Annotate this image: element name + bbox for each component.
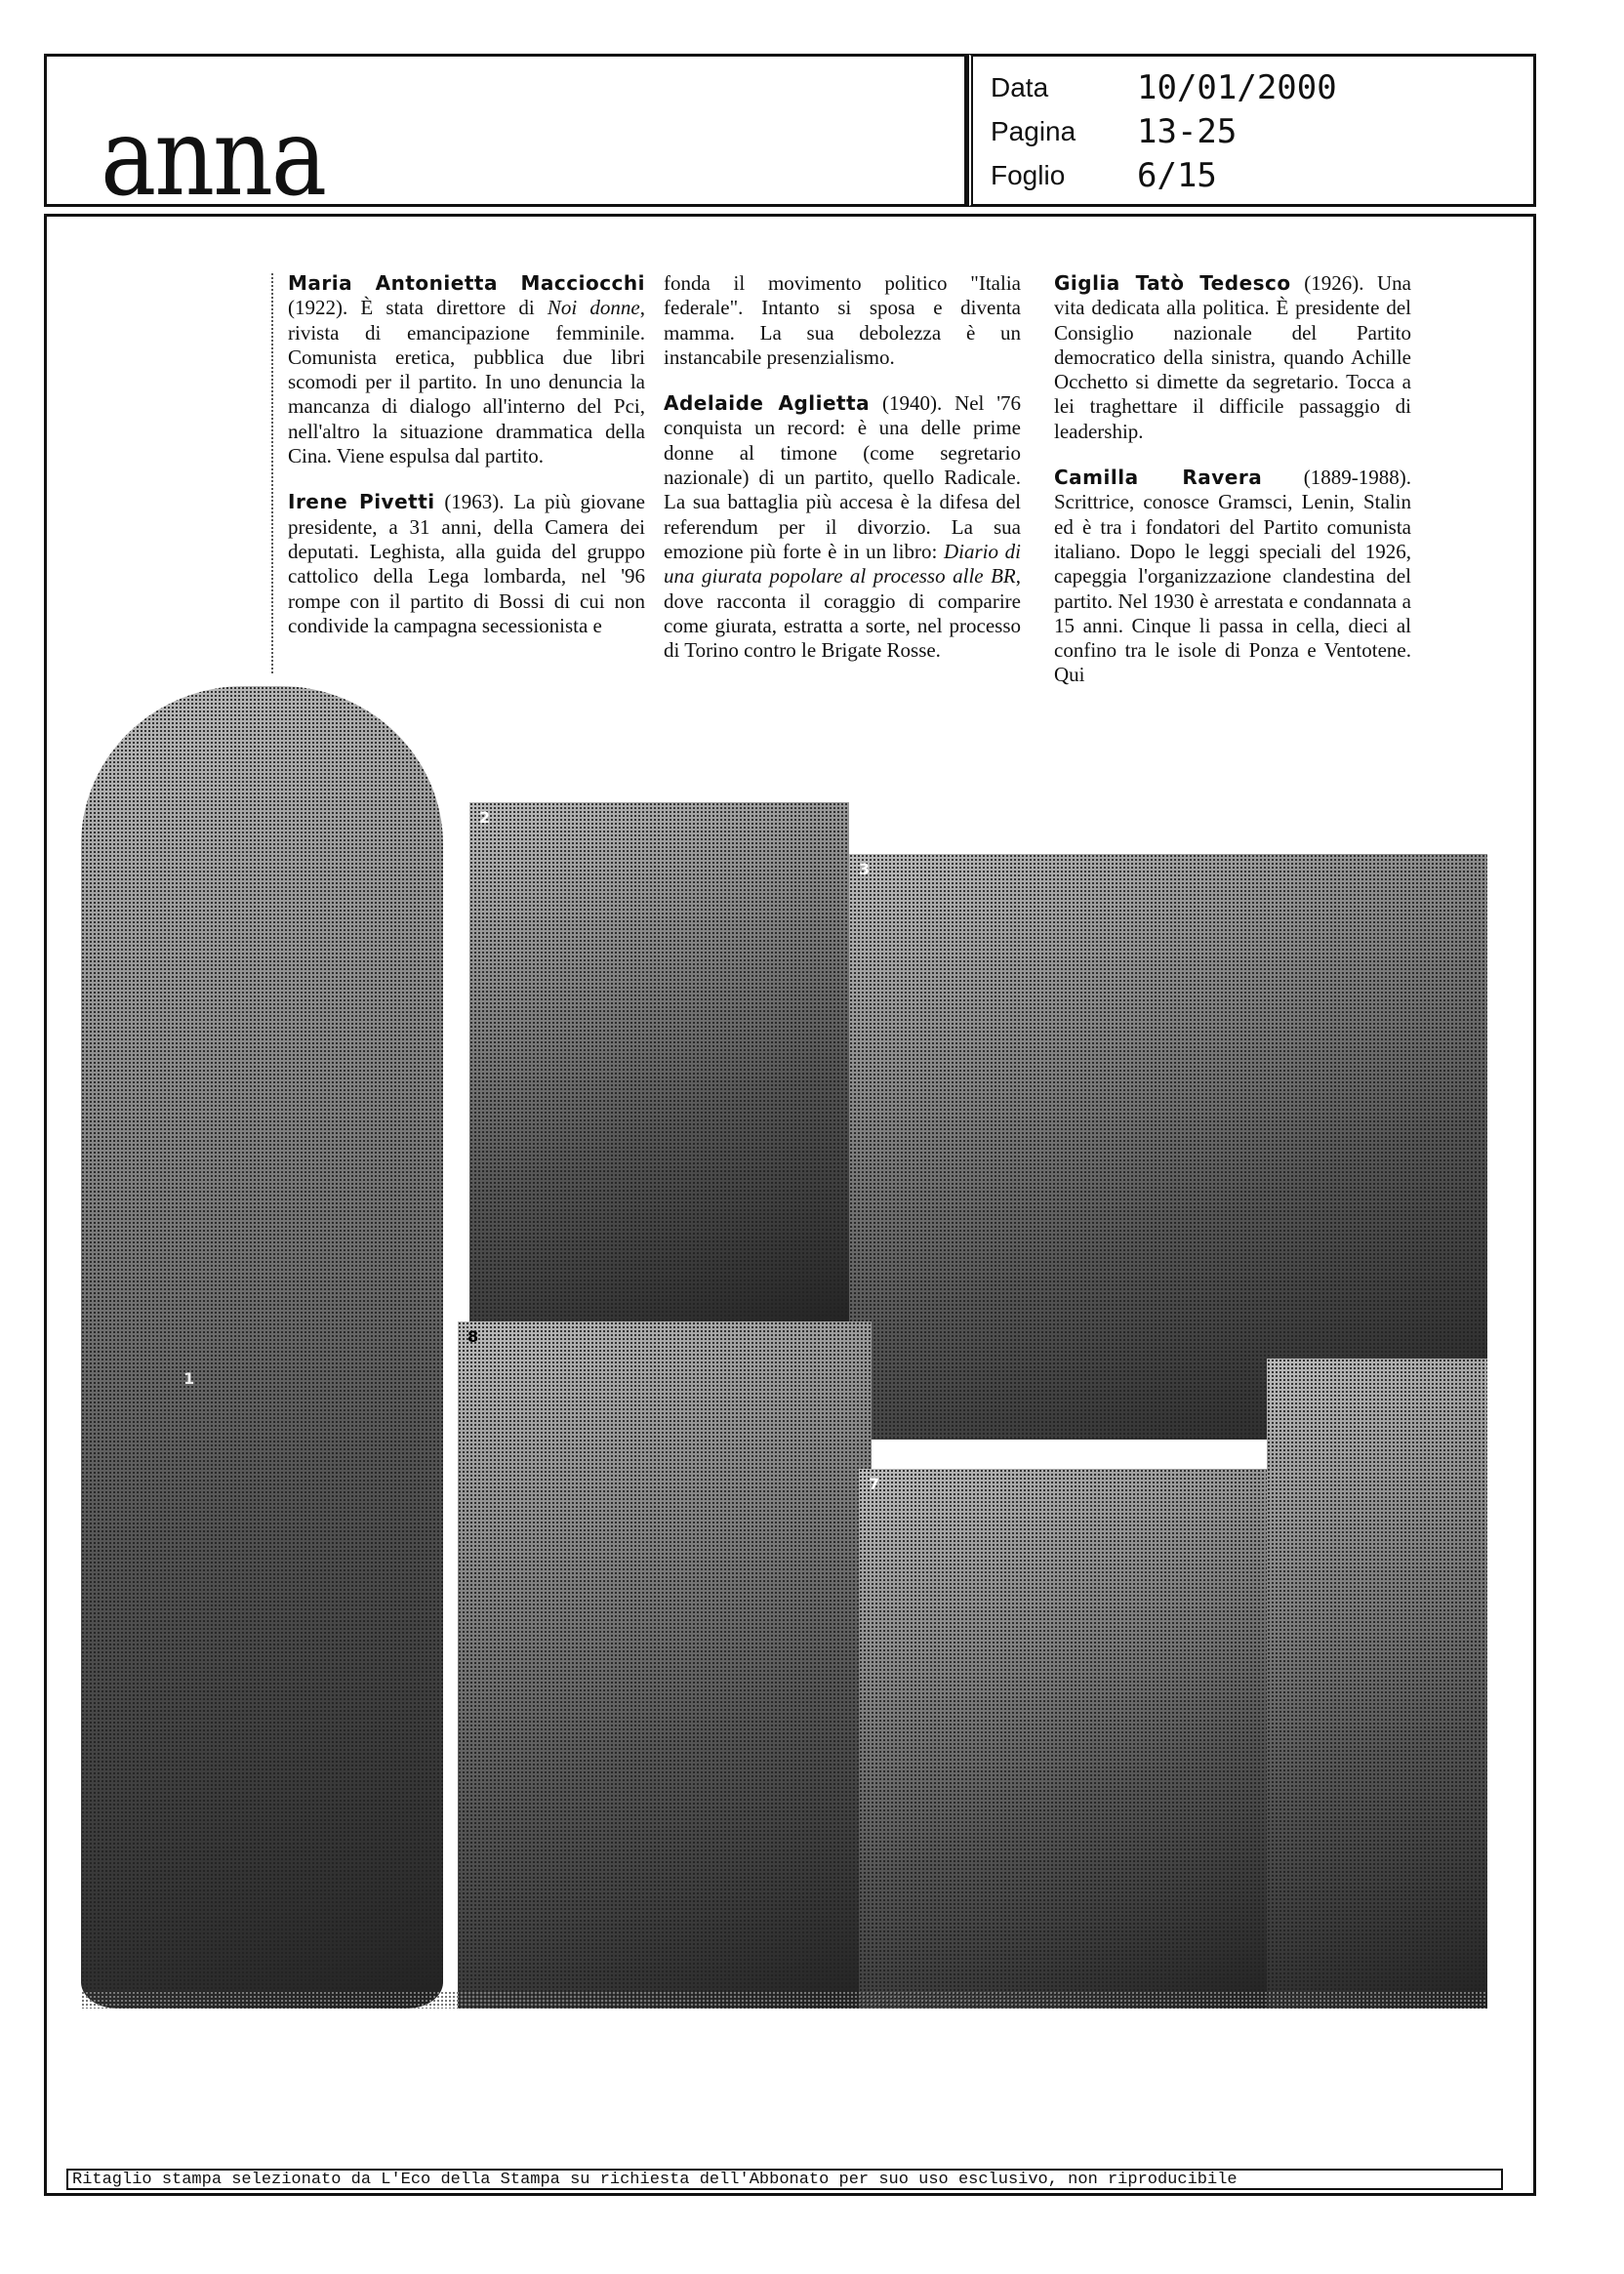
text-column-1 (288, 271, 645, 660)
text-column-3 (1054, 271, 1411, 710)
entry-name: Camilla Ravera (1054, 466, 1263, 490)
photo-number: 2 (479, 808, 491, 827)
meta-value: 10/01/2000 (1137, 68, 1337, 107)
entry-pivetti (288, 490, 645, 638)
masthead-logo: anna (101, 94, 326, 221)
entry-aglietta (664, 391, 1021, 663)
photo-2 (469, 802, 849, 1329)
clipping-meta-box (967, 54, 1536, 207)
photo-7 (859, 1469, 1267, 2009)
entry-years: (1940). (882, 391, 943, 416)
photo-3 (849, 854, 1487, 1440)
entry-text: Una vita dedicata alla politica. È presidente del Consiglio nazionale del Partito democratico della sinistra, quando Achille Occhetto si dimette da segretario. Tocca a lei traghettare il difficile passaggio di leadership. (1054, 271, 1411, 443)
meta-value: 13-25 (1137, 112, 1238, 151)
entry-text: Nel '76 conquista un record: è una delle prime donne al timone (come segretario nazionale) di un partito, quello Radicale. La sua battaglia più accesa è la difesa del referendum per il divorzio. La sua emozione più forte è in un libro: (664, 391, 1021, 563)
entry-years: (1963). (444, 490, 505, 514)
masthead-box (44, 54, 967, 221)
entry-text: La più giovane presidente, a 31 anni, della Camera dei deputati. Leghista, alla guida del gruppo cattolico della Lega lombarda, nel '96 rompe con il partito di Bossi di cui non condivide la campagna secessionista e (288, 490, 645, 637)
photo-6 (1267, 1359, 1487, 2009)
entry-italic: Diario di una giurata popolare al processo alle BR (664, 539, 1021, 589)
entry-name: Giglia Tatò Tedesco (1054, 271, 1291, 295)
photo-1-standing-woman (81, 686, 443, 2009)
clipping-footer: Ritaglio stampa selezionato da L'Eco della Stampa su richiesta dell'Abbonato per suo uso esclusivo, non riproducibile (66, 2169, 1503, 2190)
meta-value: 6/15 (1137, 156, 1217, 195)
meta-label: Data (991, 72, 1049, 102)
entry-name: Adelaide Aglietta (664, 391, 871, 416)
entry-pivetti-continued: fonda il movimento politico "Italia federale". Intanto si sposa e diventa mamma. La sua debolezza è un instancabile presenzialismo. (664, 271, 1021, 369)
entry-years: (1922). (288, 296, 348, 320)
entry-name: Irene Pivetti (288, 490, 435, 514)
meta-label: Foglio (991, 160, 1066, 190)
photo-number: 3 (859, 860, 871, 878)
entry-macciocchi (288, 271, 645, 468)
entry-ravera (1054, 466, 1411, 688)
entry-text: Scrittrice, conosce Gramsci, Lenin, Stalin ed è tra i fondatori del Partito comunista italiano. Dopo le leggi speciali del 1926, capeggia l'organizzazione clandestina del partito. Nel 1930 è arrestata e condannata a 15 anni. Cinque li passa in cella, dieci al confino tra le isole di Ponza e Ventotene. Qui (1054, 490, 1411, 687)
entry-years: (1889-1988). (1303, 466, 1411, 490)
entry-text: , rivista di emancipazione femminile. Comunista eretica, pubblica due libri scomodi per il partito. In uno denuncia la mancanza di dialogo all'interno del Pci, nell'altro la situazione drammatica della Cina. Viene espulsa dal partito. (288, 296, 645, 468)
meta-page (991, 110, 1237, 153)
photo-number: 8 (467, 1327, 479, 1346)
meta-sheet (991, 154, 1217, 197)
entry-name: Maria Antonietta Macciocchi (288, 271, 645, 295)
entry-years: (1926). (1304, 271, 1364, 295)
entry-tato-tedesco (1054, 271, 1411, 444)
meta-date (991, 66, 1337, 109)
column-rule (271, 273, 273, 673)
photo-8 (458, 1321, 872, 2009)
photo-number: 1 (183, 1369, 195, 1388)
photo-number: 7 (869, 1475, 880, 1493)
entry-italic: Noi donne (547, 296, 640, 320)
entry-text: È stata direttore di (347, 296, 548, 320)
meta-label: Pagina (991, 116, 1076, 146)
text-column-2 (664, 271, 1021, 684)
halftone-strip (81, 1991, 1487, 2009)
entry-text: , dove racconta il coraggio di comparire come giurata, estratta a sorte, nel processo di Torino contro le Brigate Rosse. (664, 564, 1021, 663)
